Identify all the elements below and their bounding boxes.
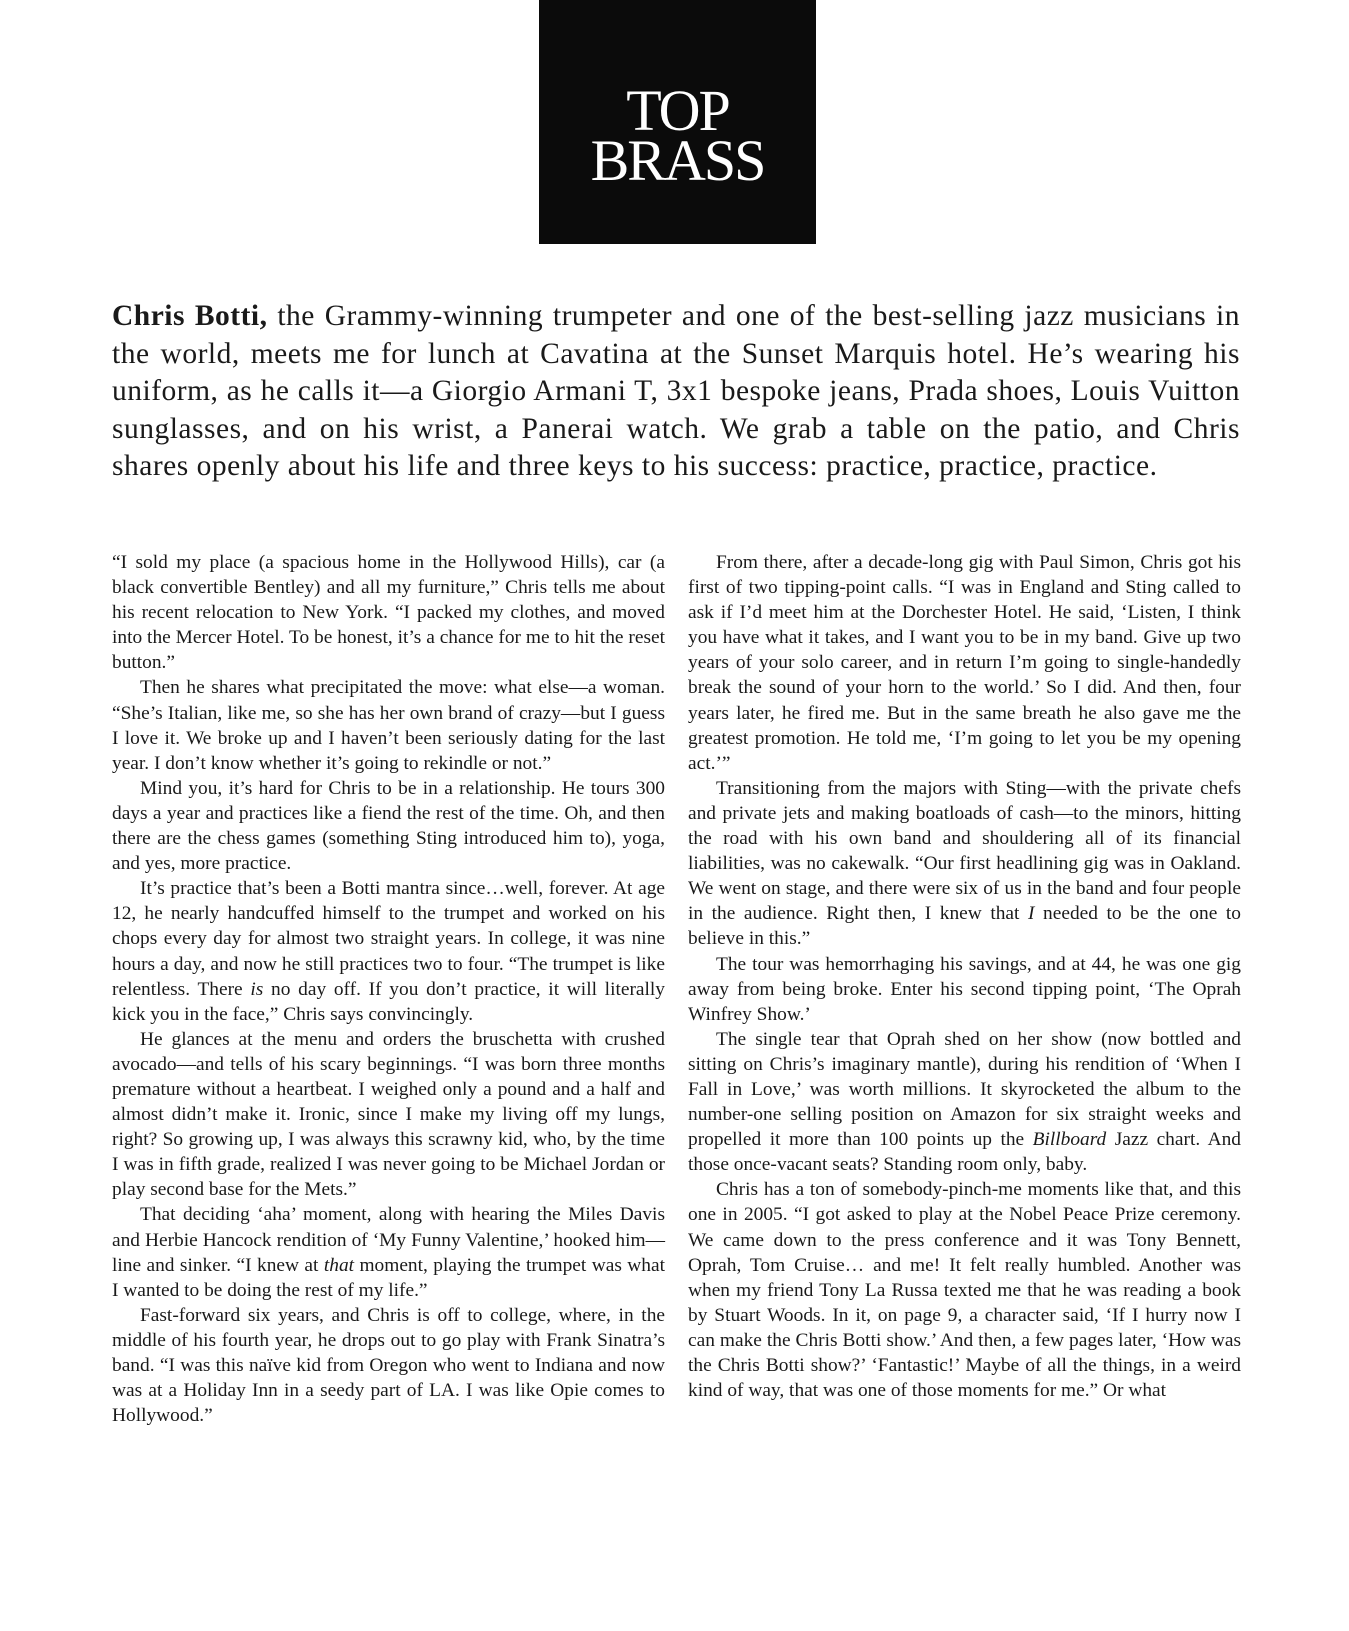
paragraph [112,1202,665,1302]
paragraph [112,876,665,1027]
paragraph-text: moment, playing the trumpet was what I wanted to be doing the rest of my life.” [112,1254,665,1301]
italic-text: Billboard [1032,1129,1107,1151]
paragraph: “I sold my place (a spacious home in the Hollywood Hills), car (a black convertible Bentley) and all my furniture,” Chris tells me about his recent relocation to New York. “I packed my clothes, and moved into the Mercer Hotel. To be honest, it’s a chance for me to hit the reset button.” [112,552,665,674]
paragraph: Fast-forward six years, and Chris is off to college, where, in the middle of his fourth year, he drops out to go play with Frank Sinatra’s band. “I was this naïve kid from Oregon who went to Indiana and now was at a Holiday Inn in a seedy part of LA. I was like Opie comes to Hollywood.” [112,1304,665,1427]
paragraph-text: no day off. If you don’t practice, it will literally kick you in the face,” Chris says convincingly. [112,978,665,1025]
intro-text: the Grammy-winning trumpeter and one of the best-selling jazz musicians in the world, meets me for lunch at Cavatina at the Sunset Marquis hotel. He’s wearing his uniform, as he calls it—a Giorgio Armani T, 3x1 bespoke jeans, Prada shoes, Louis Vuitton sunglasses, and on his wrist, a Panerai watch. We grab a table on the patio, and Chris shares openly about his life and three keys to his success: practice, practice, practice. [112,300,1241,483]
paragraph: Then he shares what precipitated the move: what else—a woman. “She’s Italian, like me, so she has her own brand of crazy—but I guess I love it. We broke up and I haven’t been seriously dating for the last year. I don’t know whether it’s going to rekindle or not.” [112,677,665,774]
paragraph [688,1027,1241,1178]
paragraph-text: That deciding ‘aha’ moment, along with hearing the Miles Davis and Herbie Hancock rendition of ‘My Funny Valentine,’ hooked him—line and sinker. “I knew at [112,1204,665,1276]
paragraph-text: Jazz chart. And those once-vacant seats? Standing room only, baby. [688,1129,1241,1176]
title-line-top: TOP [626,78,729,143]
italic-text: that [323,1254,355,1276]
intro-paragraph [112,298,1240,486]
paragraph-text: Transitioning from the majors with Sting—with the private chefs and private jets and making boatloads of cash—to the minors, hitting the road with his own band and shouldering all of its financial liabilities, was no cakewalk. “Our first headlining gig was in Oakland. We went on stage, and there were six of us in the band and four people in the audience. Right then, I knew that [688,777,1241,925]
italic-text: I [1027,903,1035,925]
paragraph-text: needed to be the one to believe in this.” [688,903,1241,950]
paragraph: The tour was hemorrhaging his savings, and at 44, he was one gig away from being broke. Enter his second tipping point, ‘The Oprah Winfrey Show.’ [688,953,1241,1025]
paragraph-text: The single tear that Oprah shed on her show (now bottled and sitting on Chris’s imaginary mantle), during his rendition of ‘When I Fall in Love,’ was worth millions. It skyrocketed the album to the number-one selling position on Amazon for six straight weeks and propelled it more than 100 points up the [688,1028,1241,1151]
left-column [112,550,665,1428]
intro-name: Chris Botti, [112,300,268,332]
paragraph: Mind you, it’s hard for Chris to be in a relationship. He tours 300 days a year and practices like a fiend the rest of the time. Oh, and then there are the chess games (something Sting introduced him to), yoga, and yes, more practice. [112,777,665,875]
title-block [539,0,816,244]
paragraph [688,776,1241,952]
paragraph: From there, after a decade-long gig with Paul Simon, Chris got his first of two tipping-point calls. “I was in England and Sting called to ask if I’d meet him at the Dorchester Hotel. He said, ‘Listen, I think you have what it takes, and I want you to be in my band. Give up two years of your solo career, and in return I’m going to single-handedly break the sound of your horn to the world.’ So I did. And then, four years later, he fired me. But in the same breath he also gave me the greatest promotion. He told me, ‘I’m going to let you be my opening act.’” [688,552,1241,774]
title-line-brass: BRASS [590,128,765,193]
paragraph: Chris has a ton of somebody-pinch-me moments like that, and this one in 2005. “I got asked to play at the Nobel Peace Prize ceremony. We came down to the press conference and it was Tony Bennett, Oprah, Tom Cruise… and me! It felt really humbled. Another was when my friend Tony La Russa texted me that he was reading a book by Stuart Woods. In it, on page 9, a character said, ‘If I hurry now I can make the Chris Botti show.’ And then, a few pages later, ‘How was the Chris Botti show?’ ‘Fantastic!’ Maybe of all the things, in a weird kind of way, that was one of those moments for me.” Or what [688,1179,1241,1402]
paragraph: He glances at the menu and orders the bruschetta with crushed avocado—and tells of his scary beginnings. “I was born three months premature without a heartbeat. I weighed only a pound and a half and almost didn’t make it. Ironic, since I make my living off my lungs, right? So growing up, I was always this scrawny kid, who, by the time I was in fifth grade, realized I was never going to be Michael Jordan or play second base for the Mets.” [112,1028,665,1201]
right-column [688,550,1241,1403]
paragraph-text: It’s practice that’s been a Botti mantra since…well, forever. At age 12, he nearly handcuffed himself to the trumpet and worked on his chops every day for almost two straight years. In college, it was nine hours a day, and now he still practices two to four. “The trumpet is like relentless. There [112,878,665,1000]
italic-text: is [250,978,264,1000]
